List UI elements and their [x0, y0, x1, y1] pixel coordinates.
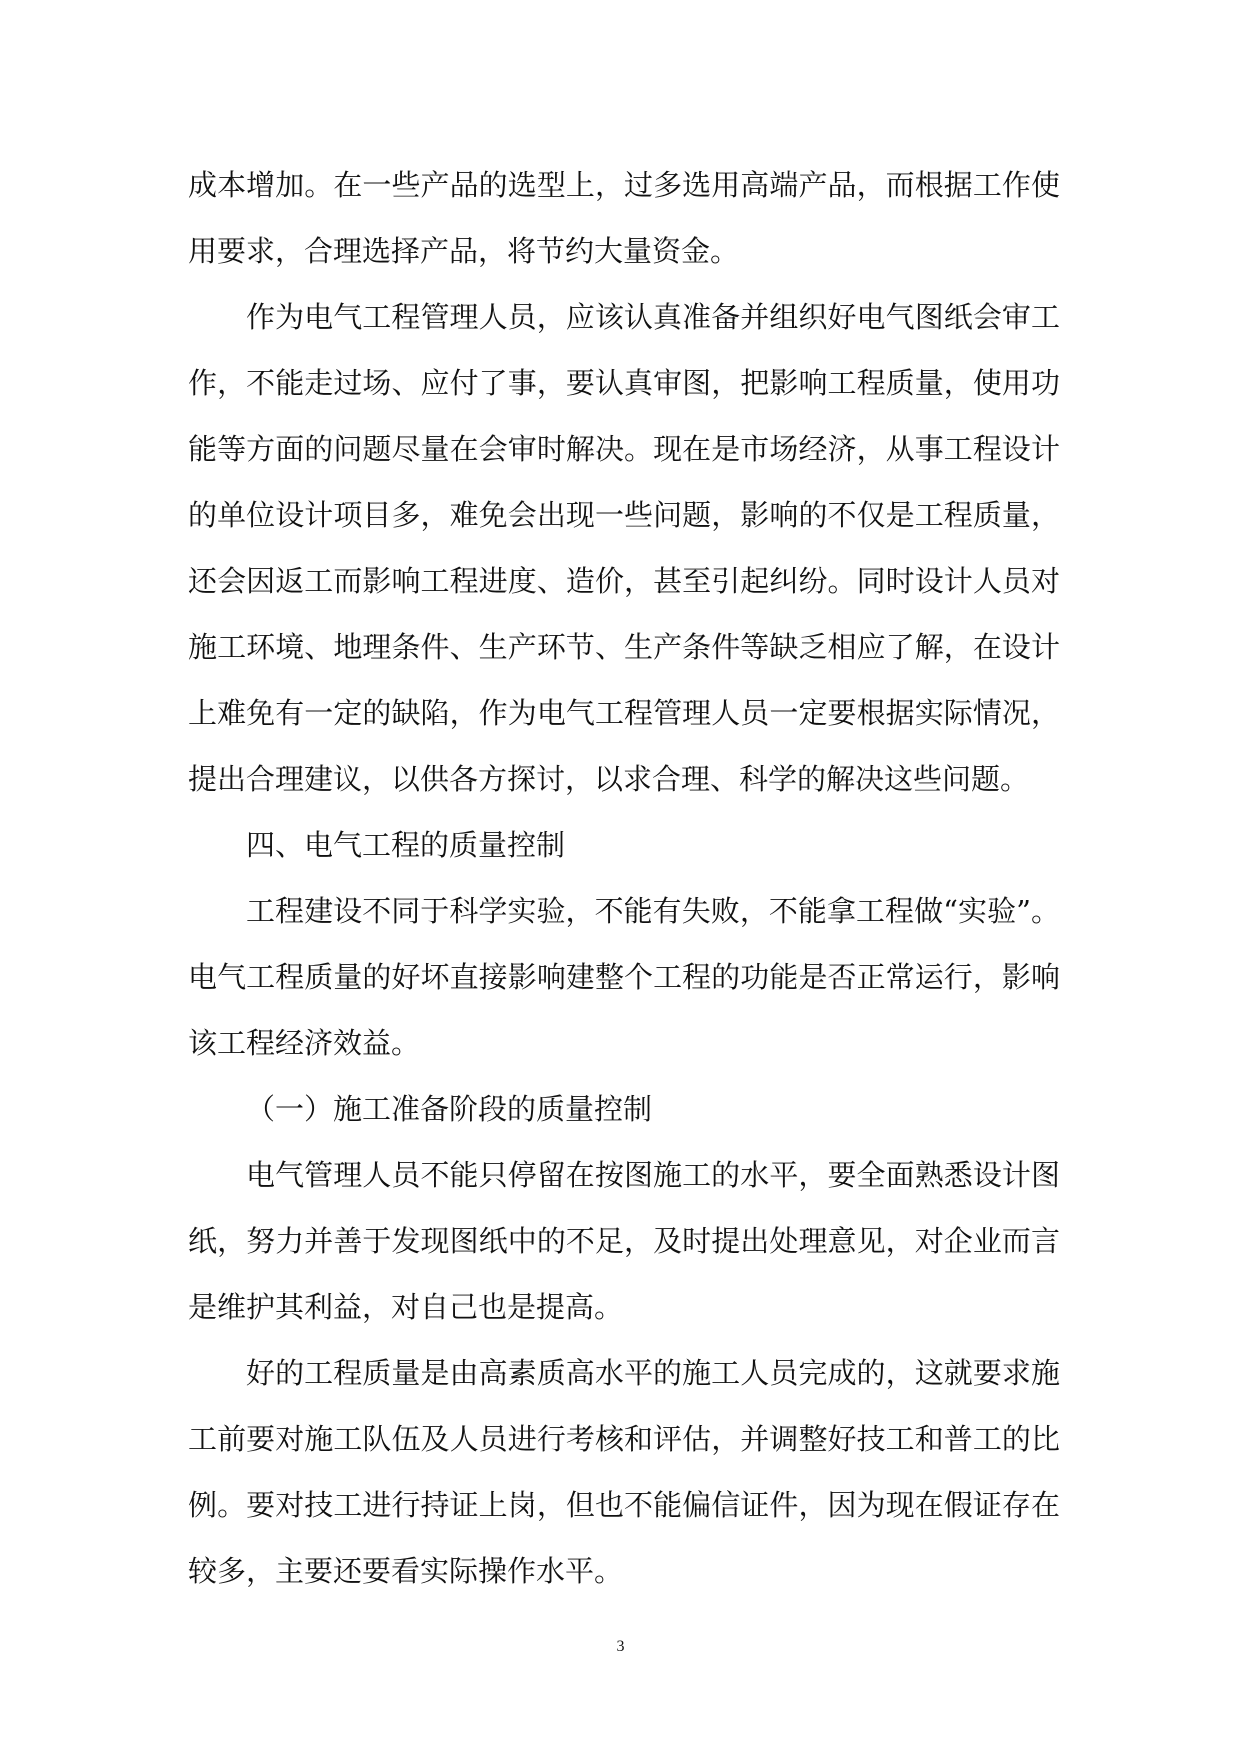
- document-body: [188, 152, 1060, 1604]
- subsection-heading-preparation-stage: （一）施工准备阶段的质量控制: [246, 1092, 653, 1126]
- paragraph-cost-continuation: 成本增加。在一些产品的选型上，过多选用高端产品，而根据工作使用要求，合理选择产品，将节约大量资金。: [188, 168, 1060, 268]
- paragraph-drawing-review: 作为电气工程管理人员，应该认真准备并组织好电气图纸会审工作，不能走过场、应付了事，要认真审图，把影响工程质量，使用功能等方面的问题尽量在会审时解决。现在是市场经济，从事工程设计的单位设计项目多，难免会出现一些问题，影响的不仅是工程质量，还会因返工而影响工程进度、造价，甚至引起纠纷。同时设计人员对施工环境、地理条件、生产环节、生产条件等缺乏相应了解，在设计上难免有一定的缺陷，作为电气工程管理人员一定要根据实际情况，提出合理建议，以供各方探讨，以求合理、科学的解决这些问题。: [188, 300, 1060, 796]
- paragraph-engineering-not-experiment: 工程建设不同于科学实验，不能有失败，不能拿工程做“实验”。电气工程质量的好坏直接影响建整个工程的功能是否正常运行，影响该工程经济效益。: [188, 894, 1060, 1060]
- page-number: 3: [616, 1638, 625, 1655]
- paragraph-construction-personnel: 好的工程质量是由高素质高水平的施工人员完成的，这就要求施工前要对施工队伍及人员进行考核和评估，并调整好技工和普工的比例。要对技工进行持证上岗，但也不能偏信证件，因为现在假证存在较多，主要还要看实际操作水平。: [188, 1356, 1060, 1588]
- paragraph-familiarize-drawings: 电气管理人员不能只停留在按图施工的水平，要全面熟悉设计图纸，努力并善于发现图纸中的不足，及时提出处理意见，对企业而言是维护其利益，对自己也是提高。: [188, 1158, 1060, 1324]
- section-heading-quality-control: 四、电气工程的质量控制: [246, 828, 566, 862]
